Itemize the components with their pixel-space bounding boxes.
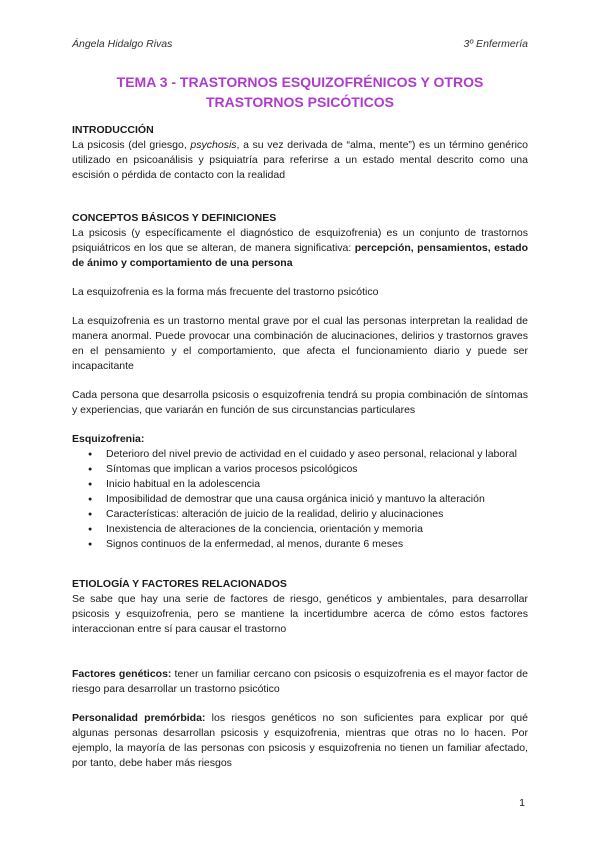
esquizofrenia-list xyxy=(72,447,528,552)
intro-paragraph xyxy=(72,138,528,183)
factores-geneticos-label: Factores genéticos: xyxy=(72,668,172,680)
title-line-2: TRASTORNOS PSICÓTICOS xyxy=(206,94,394,110)
conceptos-paragraph-1 xyxy=(72,226,528,271)
list-item: ● Signos continuos de la enfermedad, al menos, durante 6 meses xyxy=(106,537,528,552)
list-item: ● Síntomas que implican a varios procesos psicológicos xyxy=(106,462,528,477)
esquizofrenia-heading: Esquizofrenia: xyxy=(72,433,145,445)
conceptos-paragraph-2: La esquizofrenia es la forma más frecuente del trastorno psicótico xyxy=(72,286,379,298)
section-conceptos xyxy=(72,211,528,271)
intro-heading: INTRODUCCIÓN xyxy=(72,124,154,136)
intro-text-2: , a su vez derivada de “alma, mente”) es un término genérico utilizado en psicoanálisis y psiquiatría para referirse a un estado mental descrito como una escisión o pérdida de contacto con la realidad xyxy=(72,139,529,181)
factores-geneticos-text: tener un familiar cercano con psicosis o esquizofrenia es el mayor factor de riesgo para desarrollar un trastorno psicótico xyxy=(72,668,528,695)
page-number: 1 xyxy=(519,797,525,809)
list-item: ● Características: alteración de juicio de la realidad, delirio y alucinaciones xyxy=(106,507,528,522)
personalidad-text: los riesgos genéticos no son suficientes para explicar por qué algunas personas desarrollan psicosis y esquizofrenia, mientras que otras no lo hacen. Por ejemplo, la mayoría de las personas con psicosis y esquizofrenia no tienen un familiar afectado, por tanto, debe haber más riesgos xyxy=(72,712,528,769)
header-author: Ángela Hidalgo Rivas xyxy=(72,38,173,50)
etiologia-paragraph-3 xyxy=(72,711,528,771)
personalidad-label: Personalidad premórbida: xyxy=(72,712,206,724)
section-introduccion xyxy=(72,123,528,183)
list-item: ● Deterioro del nivel previo de actividad en el cuidado y aseo personal, relacional y laboral xyxy=(106,447,528,462)
etiologia-heading: ETIOLOGÍA Y FACTORES RELACIONADOS xyxy=(72,578,287,590)
list-item: ● Imposibilidad de demostrar que una causa orgánica inició y mantuvo la alteración xyxy=(106,492,528,507)
conceptos-paragraph-3: La esquizofrenia es un trastorno mental grave por el cual las personas interpretan la realidad de manera anormal. Puede provocar una combinación de alucinaciones, delirios y trastornos graves en el pensamiento y el comportamiento, que afecta el funcionamiento diario y puede ser incapacitante xyxy=(72,315,528,372)
header-course: 3º Enfermería xyxy=(463,38,528,50)
etiologia-paragraph-2 xyxy=(72,667,528,697)
section-etiologia xyxy=(72,577,528,637)
title-line-1: TEMA 3 - TRASTORNOS ESQUIZOFRÉNICOS Y OTROS xyxy=(116,74,484,90)
intro-text-italic: psychosis xyxy=(190,139,237,151)
conceptos-text-bold: percepción, pensamientos, estado de ánimo y comportamiento de una persona xyxy=(72,242,528,269)
conceptos-text-1: La psicosis (y específicamente el diagnóstico de esquizofrenia) es un conjunto de trastornos psiquiátricos en los que se alteran, de manera significativa: xyxy=(72,227,528,254)
document-title xyxy=(72,72,528,112)
conceptos-paragraph-4: Cada persona que desarrolla psicosis o esquizofrenia tendrá su propia combinación de síntomas y experiencias, que variarán en función de sus circunstancias particulares xyxy=(72,389,528,416)
list-item: ● Inicio habitual en la adolescencia xyxy=(106,477,528,492)
section-esquizofrenia xyxy=(72,432,528,552)
list-item: ● Inexistencia de alteraciones de la conciencia, orientación y memoria xyxy=(106,522,528,537)
etiologia-paragraph-1: Se sabe que hay una serie de factores de riesgo, genéticos y ambientales, para desarrollar psicosis y esquizofrenia, pero se mantiene la incertidumbre acerca de cómo estos factores interaccionan entre sí para causar el trastorno xyxy=(72,593,528,635)
intro-text-1: La psicosis (del griesgo, xyxy=(72,139,191,151)
conceptos-heading: CONCEPTOS BÁSICOS Y DEFINICIONES xyxy=(72,212,277,224)
